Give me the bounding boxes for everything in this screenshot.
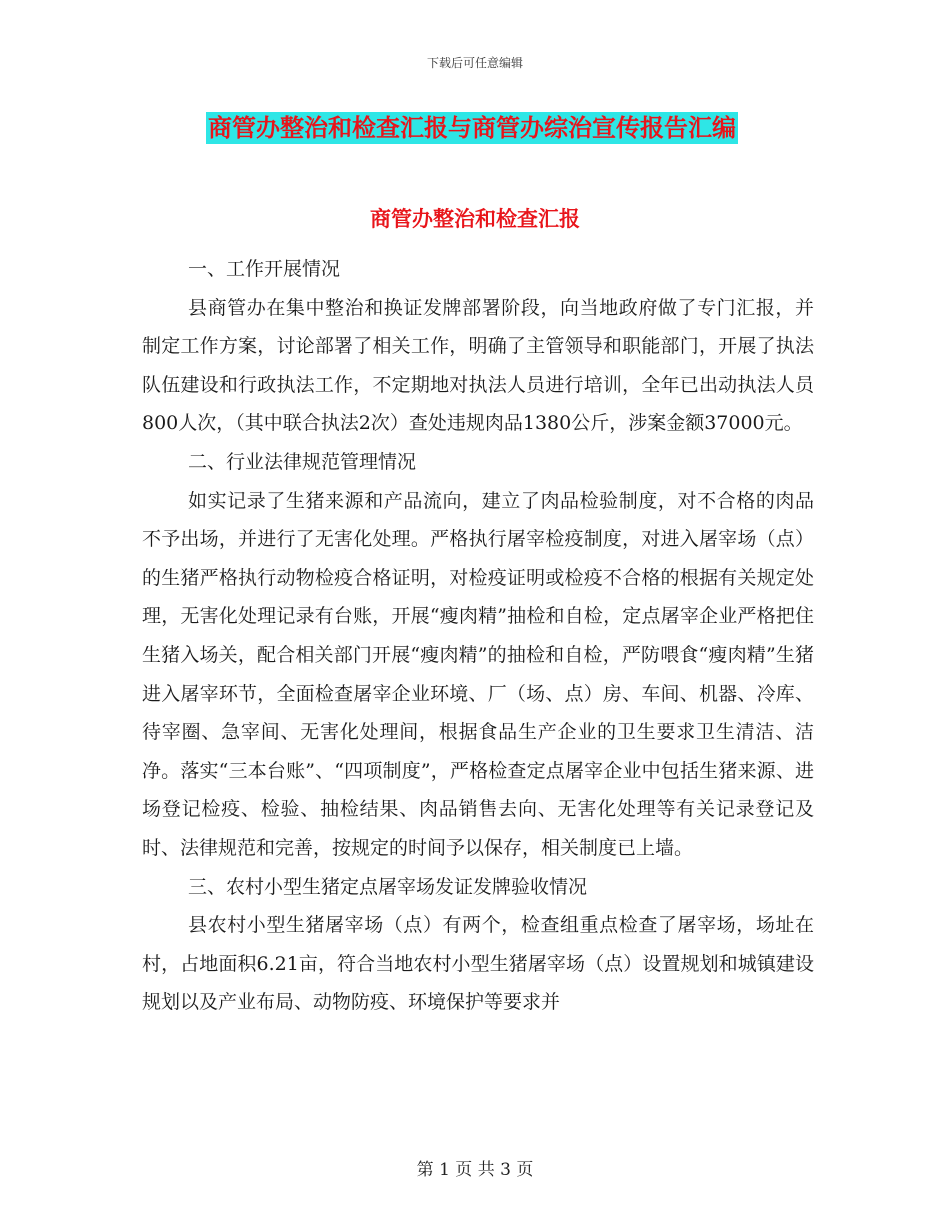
document-body — [142, 250, 814, 1022]
paragraph-3: 县农村小型生猪屠宰场（点）有两个，检查组重点检查了屠宰场，场址在村，占地面积6.21亩，符合当地农村小型生猪屠宰场（点）设置规划和城镇建设规划以及产业布局、动物防疫、环境保护等要求并 — [142, 914, 814, 1014]
paragraph-2: 如实记录了生猪来源和产品流向，建立了肉品检验制度，对不合格的肉品不予出场，并进行了无害化处理。严格执行屠宰检疫制度，对进入屠宰场（点）的生猪严格执行动物检疫合格证明，对检疫证明或检疫不合格的根据有关规定处理，无害化处理记录有台账，开展“瘦肉精”抽检和自检，定点屠宰企业严格把住生猪入场关，配合相关部门开展“瘦肉精”的抽检和自检，严防喂食“瘦肉精”生猪进入屠宰环节，全面检查屠宰企业环境、厂（场、点）房、车间、机器、冷库、待宰圈、急宰间、无害化处理间，根据食品生产企业的卫生要求卫生清洁、洁净。落实“三本台账”、“四项制度”，严格检查定点屠宰企业中包括生猪来源、进场登记检疫、检验、抽检结果、肉品销售去向、无害化处理等有关记录登记及时、法律规范和完善，按规定的时间予以保存，相关制度已上墙。 — [142, 489, 814, 859]
page-footer: 第 1 页 共 3 页 — [416, 1160, 534, 1180]
page-header-note: 下载后可任意编辑 — [426, 56, 523, 70]
paragraph-1: 县商管办在集中整治和换证发牌部署阶段，向当地政府做了专门汇报，并制定工作方案，讨论部署了相关工作，明确了主管领导和职能部门，开展了执法队伍建设和行政执法工作，不定期地对执法人员进行培训，全年已出动执法人员800人次，（其中联合执法2次）查处违规肉品1380公斤，涉案金额37000元。 — [142, 296, 814, 435]
section-title: 商管办整治和检查汇报 — [370, 206, 580, 231]
section-heading-3: 三、农村小型生猪定点屠宰场发证发牌验收情况 — [188, 875, 588, 898]
section-heading-1: 一、工作开展情况 — [188, 258, 341, 280]
section-heading-2: 二、行业法律规范管理情况 — [188, 450, 417, 473]
document-title: 商管办整治和检查汇报与商管办综治宣传报告汇编 — [208, 113, 736, 142]
